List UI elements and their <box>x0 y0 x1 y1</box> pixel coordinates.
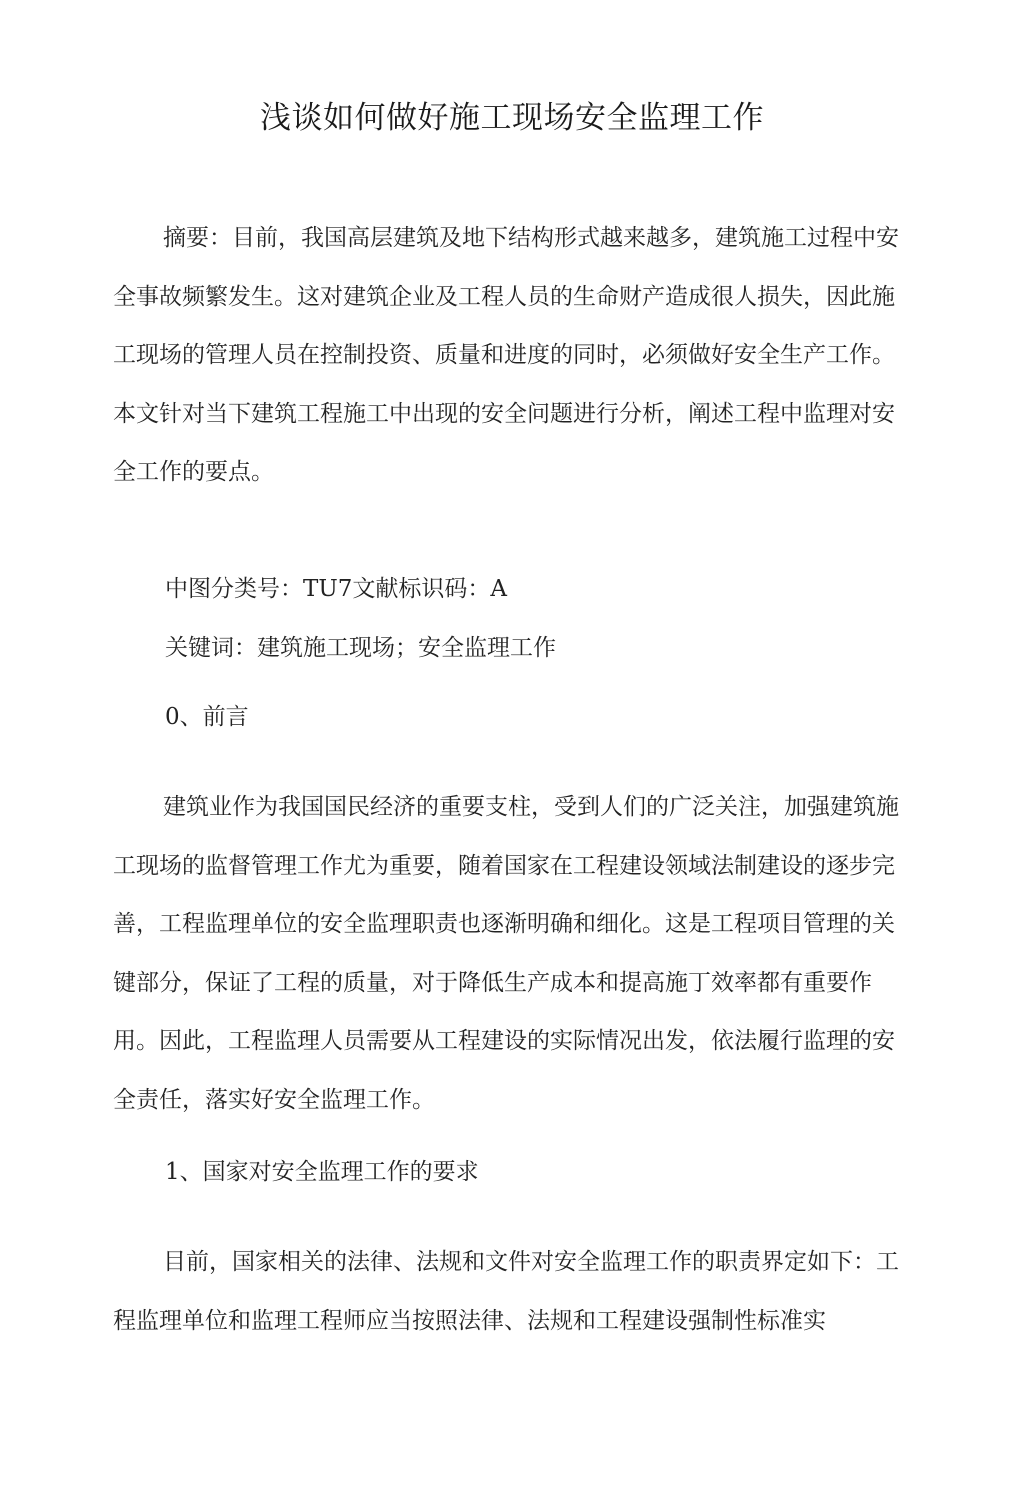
section-0-heading: 0、前言 <box>165 704 249 730</box>
section-0-block <box>113 778 913 1130</box>
section-0-paragraph: 建筑业作为我国国民经济的重要支柱，受到人们的广泛关注，加强建筑施工现场的监督管理工作尤为重要，随着国家在工程建设领域法制建设的逐步完善，工程监理单位的安全监理职责也逐渐明确和细化。这是工程项目管理的关键部分，保证了工程的质量，对于降低生产成本和提高施丁效率都有重要作用。因此，工程监理人员需要从工程建设的实际情况出发，依法履行监理的安全责任，落实好安全监理工作。 <box>113 794 899 1113</box>
keywords-line: 关键词：建筑施工现场；安全监理工作 <box>165 635 556 661</box>
section-1-block <box>113 1233 913 1350</box>
abstract-block <box>113 209 913 502</box>
classification-line: 中图分类号：TU7文献标识码：A <box>165 576 507 602</box>
abstract-paragraph: 摘要：目前，我国高层建筑及地下结构形式越来越多，建筑施工过程中安全事故频繁发生。这对建筑企业及工程人员的生命财产造成很人损失，因此施工现场的管理人员在控制投资、质量和进度的同时，必须做好安全生产工作。本文针对当下建筑工程施工中出现的安全问题进行分析，阐述工程中监理对安全工作的要点。 <box>113 225 899 486</box>
section-1-paragraph: 目前，国家相关的法律、法规和文件对安全监理工作的职责界定如下：工程监理单位和监理工程师应当按照法律、法规和工程建设强制性标准实 <box>113 1249 899 1334</box>
document-title: 浅谈如何做好施工现场安全监理工作 <box>260 100 764 136</box>
section-1-heading: 1、国家对安全监理工作的要求 <box>165 1159 479 1185</box>
